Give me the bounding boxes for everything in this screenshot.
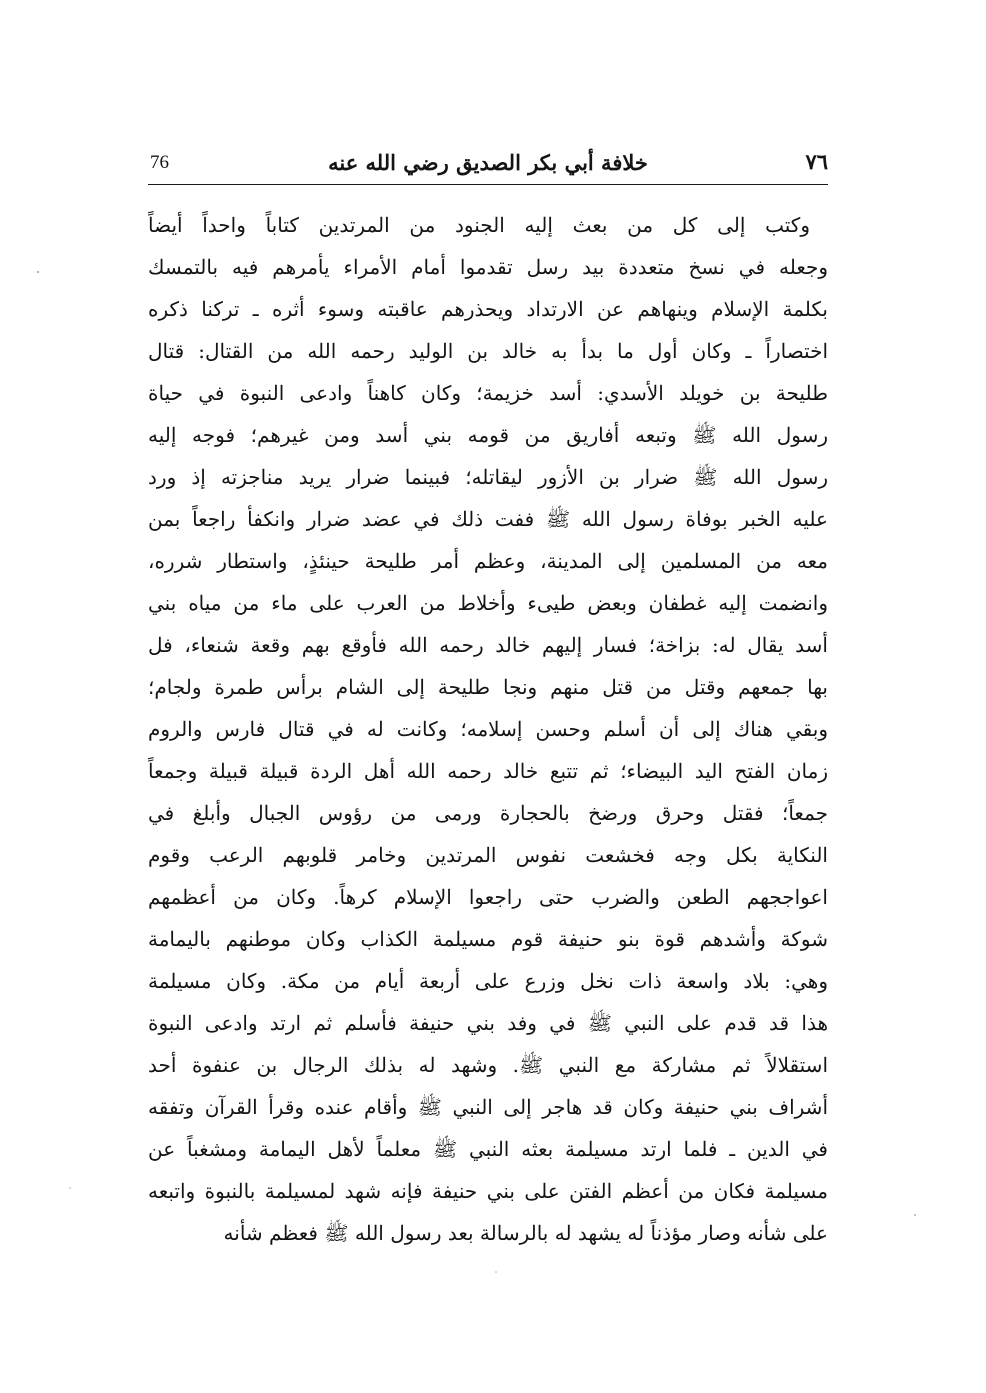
text-line: شوكة وأشدهم قوة بنو حنيفة قوم مسيلمة الكذاب وكان موطنهم باليمامة — [148, 927, 828, 951]
text-line: أسد يقال له: بزاخة؛ فسار إليهم خالد رحمه الله فأوقع بهم وقعة شنعاء، فل — [148, 633, 828, 657]
text-line: رسول الله ﷺ ضرار بن الأزور ليقاتله؛ فبينما ضرار يريد مناجزته إذ ورد — [148, 465, 828, 489]
page-number-latin: 76 — [150, 152, 169, 173]
text-line: جمعاً؛ فقتل وحرق ورضخ بالحجارة ورمى من رؤوس الجبال وأبلغ في — [148, 801, 828, 825]
text-line: وهي: بلاد واسعة ذات نخل وزرع على أربعة أيام من مكة. وكان مسيلمة — [148, 969, 828, 993]
text-line: أشراف بني حنيفة وكان قد هاجر إلى النبي ﷺ وأقام عنده وقرأ القرآن وتفقه — [148, 1095, 828, 1119]
text-line: بكلمة الإسلام وينهاهم عن الارتداد ويحذرهم عاقبته وسوء أثره ـ تركنا ذكره — [148, 297, 828, 321]
running-title: خلافة أبي بكر الصديق رضي الله عنه — [328, 150, 648, 175]
text-line: وانضمت إليه غطفان وبعض طيىء وأخلاط من العرب على ماء من مياه بني — [148, 591, 828, 615]
text-line: على شأنه وصار مؤذناً له يشهد له بالرسالة بعد رسول الله ﷺ فعظم شأنه — [223, 1221, 828, 1245]
text-line: اختصاراً ـ وكان أول ما بدأ به خالد بن الوليد رحمه الله من القتال: قتال — [148, 339, 828, 363]
text-line: مسيلمة فكان من أعظم الفتن على بني حنيفة فإنه شهد لمسيلمة بالنبوة واتبعه — [148, 1179, 828, 1203]
page-number-arabic: ٧٦ — [805, 149, 828, 174]
text-line: معه من المسلمين إلى المدينة، وعظم أمر طليحة حينئذٍ، واستطار شرره، — [148, 549, 828, 573]
text-line: عليه الخبر بوفاة رسول الله ﷺ ففت ذلك في عضد ضرار وانكفأ راجعاً بمن — [148, 507, 828, 531]
text-line: هذا قد قدم على النبي ﷺ في وفد بني حنيفة فأسلم ثم ارتد وادعى النبوة — [148, 1011, 828, 1035]
text-line: وكتب إلى كل من بعث إليه الجنود من المرتدين كتاباً واحداً أيضاً — [148, 213, 810, 237]
text-line: وجعله في نسخ متعددة بيد رسل تقدموا أمام الأمراء يأمرهم فيه بالتمسك — [148, 255, 828, 279]
text-line: اعواججهم الطعن والضرب حتى راجعوا الإسلام كرهاً. وكان من أعظمهم — [148, 885, 828, 909]
text-line: استقلالاً ثم مشاركة مع النبي ﷺ. وشهد له بذلك الرجال بن عنفوة أحد — [148, 1053, 828, 1077]
text-line: زمان الفتح اليد البيضاء؛ ثم تتبع خالد رحمه الله أهل الردة قبيلة قبيلة وجمعاً — [148, 759, 828, 783]
text-line: طليحة بن خويلد الأسدي: أسد خزيمة؛ وكان كاهناً وادعى النبوة في حياة — [148, 381, 828, 405]
text-line: النكاية بكل وجه فخشعت نفوس المرتدين وخامر قلوبهم الرعب وقوم — [148, 843, 828, 867]
text-line: في الدين ـ فلما ارتد مسيلمة بعثه النبي ﷺ معلماً لأهل اليمامة ومشغباً عن — [148, 1137, 828, 1161]
text-line: وبقي هناك إلى أن أسلم وحسن إسلامه؛ وكانت له في قتال فارس والروم — [148, 717, 828, 741]
text-line: رسول الله ﷺ وتبعه أفاريق من قومه بني أسد ومن غيرهم؛ فوجه إليه — [148, 423, 828, 447]
text-line: بها جمعهم وقتل من قتل منهم ونجا طليحة إلى الشام برأس طمرة ولجام؛ — [148, 675, 828, 699]
